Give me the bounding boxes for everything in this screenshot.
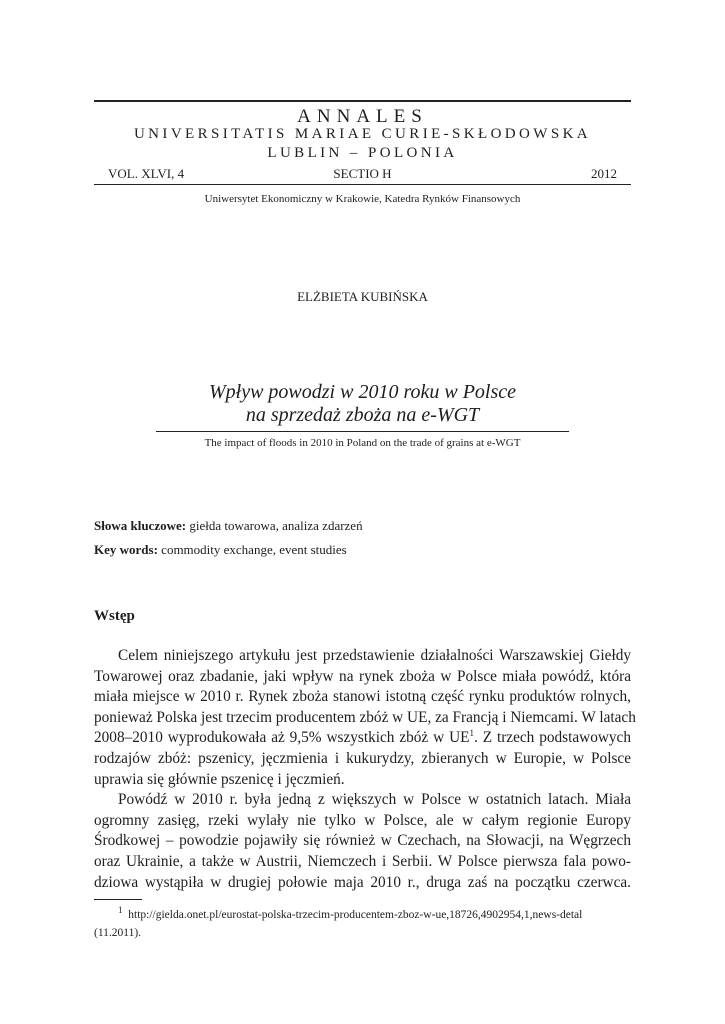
body-text: [94, 646, 636, 893]
paragraph-1-line-5-end: . Z trzech podstawowych: [473, 729, 631, 747]
keywords-polish-label: Słowa kluczowe:: [94, 518, 187, 533]
article-title-line-2: na sprzedaż zboża na e-WGT: [245, 404, 480, 426]
paragraph-2-line-1: Powódź w 2010 r. była jedną z większych w Polsce w ostatnich latach. Miała: [118, 791, 631, 809]
keywords-polish: [94, 518, 363, 534]
paragraph-1-line-5-start: 2008–2010 wyprodukowała aż 9,5% wszystkich zbóż w UE: [94, 729, 470, 747]
footnote-number: 1: [118, 905, 123, 916]
header-bottom-rule: [94, 184, 631, 185]
paragraph-2-line-4: oraz Ukrainie, a także w Austrii, Niemczech i Serbii. W Polsce pierwsza fala powo-: [94, 852, 631, 870]
journal-title: ANNALES: [297, 106, 428, 127]
publication-year: 2012: [591, 166, 617, 181]
paragraph-1-line-4: ponieważ Polska jest trzecim producentem zbóż w UE, za Francją i Niemcami. W latach: [94, 708, 636, 726]
paragraph-1-line-1: Celem niniejszego artykułu jest przedstawienie działalności Warszawskiej Giełdy: [118, 647, 631, 664]
keywords-english: [94, 542, 347, 558]
paragraph-1-line-2: Towarowej oraz zbadanie, jaki wpływ na rynek zboża w Polsce miała powódź, która: [94, 667, 631, 685]
author-name: ELŻBIETA KUBIŃSKA: [297, 289, 428, 304]
footnote-line-1: [94, 906, 631, 924]
header-top-rule: [94, 100, 631, 102]
journal-location: LUBLIN – POLONIA: [267, 145, 458, 161]
article-title: [94, 381, 631, 427]
paragraph-1-line-7: uprawia się głównie pszenicę i jęczmień.: [94, 770, 345, 788]
keywords-english-value: commodity exchange, event studies: [157, 542, 347, 557]
english-title: The impact of floods in 2010 in Poland on the trade of grains at e-WGT: [204, 437, 521, 449]
keywords-english-label: Key words:: [94, 542, 158, 557]
footnote-url[interactable]: http://gielda.onet.pl/eurostat-polska-trzecim-producentem-zboz-w-ue,18726,4902954,1,news-detal: [128, 909, 583, 921]
journal-subtitle: UNIVERSITATIS MARIAE CURIE-SKŁODOWSKA: [133, 126, 592, 142]
author-affiliation: Uniwersytet Ekonomiczny w Krakowie, Katedra Rynków Finansowych: [204, 193, 521, 205]
footnote: [94, 906, 631, 942]
footnote-line-2: (11.2011).: [94, 927, 142, 939]
footnote-reference[interactable]: 1: [469, 728, 474, 739]
paragraph-2-line-2: ogromny zasięg, rzeki wylały nie tylko w Polsce, ale w całym regionie Europy: [94, 811, 631, 829]
paragraph-1-line-6: rodzajów zbóż: pszenicy, jęczmienia i kukurydzy, zbieranych w Europie, w Polsce: [94, 749, 631, 767]
section-heading: Wstęp: [94, 608, 135, 624]
section-label: SECTIO H: [333, 166, 392, 181]
volume-number: VOL. XLVI, 4: [108, 166, 185, 181]
footnote-rule: [94, 899, 142, 900]
article-title-line-1: Wpływ powodzi w 2010 roku w Polsce: [208, 381, 517, 403]
title-rule: [156, 431, 569, 432]
paragraph-2-line-3: Środkowej – powodzie pojawiły się również w Czechach, na Słowacji, na Węgrzech: [94, 832, 631, 850]
paragraph-2-line-5: dziowa wystąpiła w drugiej połowie maja 2010 r., druga zaś na początku czerwca.: [94, 873, 631, 891]
paragraph-1-line-3: miała miejsce w 2010 r. Rynek zboża stanowi istotną część rynku produktów rolnych,: [94, 688, 631, 706]
keywords-polish-value: giełda towarowa, analiza zdarzeń: [186, 518, 363, 533]
paragraph-1-line-5: [94, 728, 631, 749]
